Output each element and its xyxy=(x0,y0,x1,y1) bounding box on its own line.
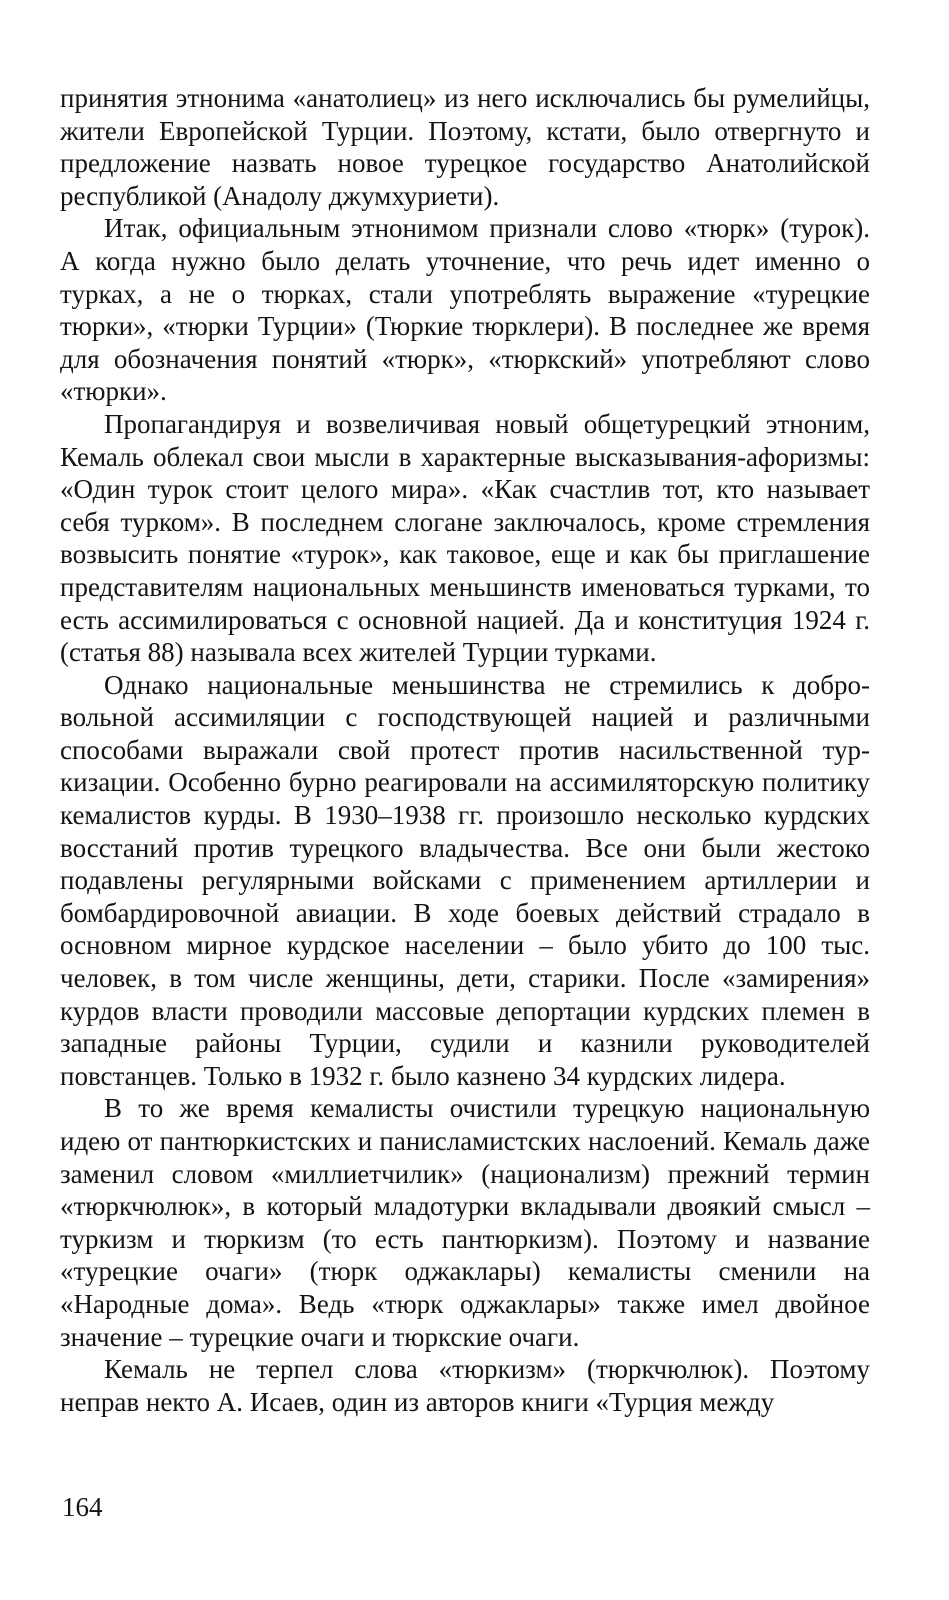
paragraph-4: Однако национальные меньшинства не стремились к добровольной ассимиляции с господствующей нацией и различными способами выражали свой протест против насильственной туркизации. Особенно бурно реагировали на ассимиляторскую политику кемалистов курды. В 1930–1938 гг. произошло несколько курдских восстаний против турецкого владычества. Все они были жестоко подавлены регулярными войсками с применением артиллерии и бомбардировочной авиации. В ходе боевых действий страдало в основном мирное курдское населении – было убито до 100 тыс. человек, в том числе женщины, дети, старики. После «замирения» курдов власти проводили массовые депортации курдских племен в западные районы Турции, судили и казнили руководителей повстанцев. Только в 1932 г. было казнено 34 курдских лидера. xyxy=(60,669,870,1091)
paragraph-6: Кемаль не терпел слова «тюркизм» (тюркчюлюк). Поэтому неправ некто А. Исаев, один из авторов книги «Турция между xyxy=(60,1354,870,1417)
paragraph-5: В то же время кемалисты очистили турецкую национальную идею от пантюркистских и панисламистских наслоений. Кемаль даже заменил словом «миллиетчилик» (национализм) прежний термин «тюркчюлюк», в который младотурки вкладывали двоякий смысл – туркизм и тюркизм (то есть пантюркизм). Поэтому и название «турецкие очаги» (тюрк оджаклары) кемалисты сменили на «Народные дома». Ведь «тюрк оджаклары» также имел двойное значение – турецкие очаги и тюркские очаги. xyxy=(60,1093,870,1352)
paragraph-1: принятия этнонима «анатолиец» из него исключались бы румелийцы, жители Европейской Турции. Поэтому, кстати, было отвергнуто и предложение назвать новое турецкое государство Анатолийской республикой (Анадолу джумхуриети). xyxy=(60,83,870,211)
paragraph-3: Пропагандируя и возвеличивая новый общетурецкий этноним, Кемаль облекал свои мысли в характерные высказывания-афоризмы: «Один турок стоит целого мира». «Как счастлив тот, кто называет себя турком». В последнем слогане заключалось, кроме стремления возвысить понятие «турок», как таковое, еще и как бы приглашение представителям национальных меньшинств именоваться турками, то есть ассимилироваться с основной нацией. Да и конституция 1924 г. (статья 88) называла всех жителей Турции турками. xyxy=(60,408,870,668)
page-number: 164 xyxy=(62,1492,103,1522)
page-body-text xyxy=(60,82,870,1418)
paragraph-2: Итак, официальным этнонимом признали слово «тюрк» (турок). А когда нужно было делать уточнение, что речь идет именно о турках, а не о тюрках, стали употреблять выражение «турецкие тюрки», «тюрки Турции» (Тюркие тюрклери). В последнее же время для обозначения понятий «тюрк», «тюркский» употребляют слово «тюрки». xyxy=(60,213,870,407)
